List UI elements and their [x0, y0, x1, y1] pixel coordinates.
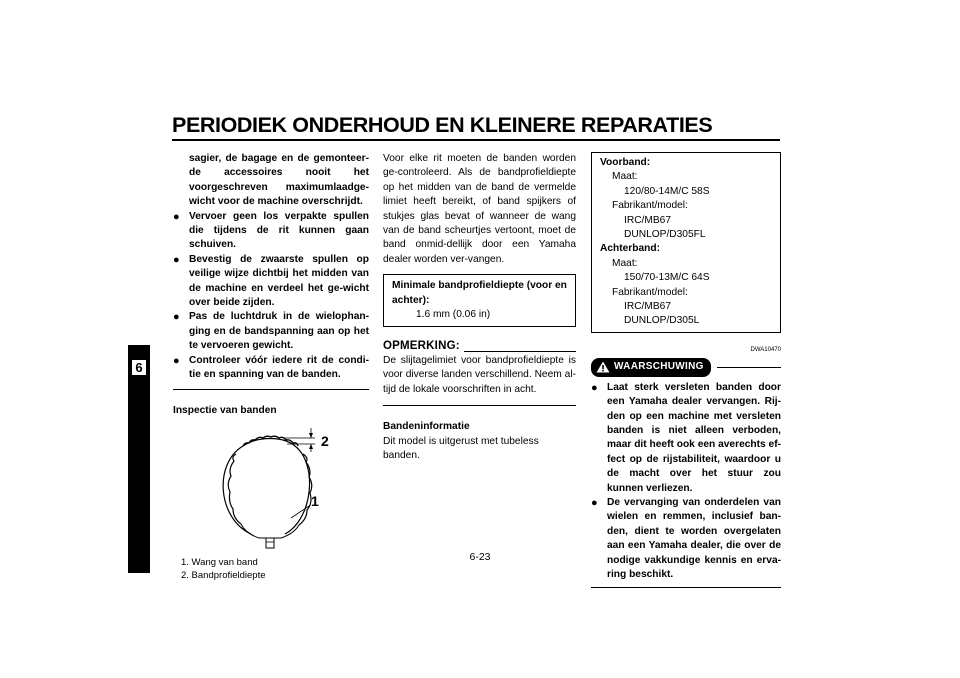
- warning-triangle-icon: [596, 361, 610, 373]
- bullet-dot-icon: ●: [173, 253, 180, 266]
- front-model: DUNLOP/D305FL: [624, 229, 706, 241]
- note-end-rule: [383, 405, 576, 406]
- subheading: Bandeninformatie: [383, 421, 470, 433]
- bullet-item: ● Pas de luchtdruk in de wielophan-ging en de bandspanning aan op het te vervoeren gewicht.: [173, 311, 369, 352]
- subtext: Dit model is uitgerust met tubeless banden.: [383, 435, 539, 461]
- bullet-dot-icon: ●: [173, 210, 180, 223]
- warning-bullet: ● Laat sterk versleten banden door een Yamaha dealer vervangen. Rij-den op een machine met versleten banden is niet alleen verboden, maar dit heeft ook een averechts ef-fect op de rijstabiliteit, waardoor u de macht over het stuur zou kunnen verliezen.: [591, 381, 781, 494]
- note-label: OPMERKING:: [383, 340, 460, 353]
- front-size-label: Maat:: [612, 171, 638, 183]
- warning-code: DWA10470: [750, 346, 781, 353]
- rear-size-label: Maat:: [612, 257, 638, 269]
- chapter-number: 6: [132, 360, 146, 375]
- page-title: PERIODIEK ONDERHOUD EN KLEINERE REPARATIES: [172, 113, 713, 137]
- tire-diagram: [173, 424, 369, 554]
- bullet-dot-icon: ●: [591, 381, 598, 394]
- inspection-paragraph: Voor elke rit moeten de banden worden ge-controleerd. Als de bandprofieldiepte op het midden van de band de vermelde limiet heeft bereikt, of band spijkers of stukjes glas bevat of wanneer de wang van de band scheurtjes vertoont, moet de band onmid-dellijk door een Yamaha dealer worden ver-vangen.: [383, 153, 576, 265]
- warning-end-rule: [591, 587, 781, 588]
- rear-tire-label: Achterband:: [600, 243, 660, 255]
- rear-maker-label: Fabrikant/model:: [612, 286, 688, 298]
- warning-header: [591, 358, 781, 376]
- tire-spec-box: [591, 152, 781, 333]
- column-1: [173, 152, 369, 582]
- note-text: De slijtagelimiet voor bandprofieldiepte is voor diverse landen verschillend. Neem al-tijd de lokale voorschriften in acht.: [383, 354, 576, 395]
- rear-size: 150/70-13M/C 64S: [624, 272, 710, 284]
- front-model: IRC/MB67: [624, 214, 671, 226]
- rear-model: DUNLOP/D305L: [624, 315, 700, 327]
- column-3: [591, 152, 781, 588]
- section-end-rule: [173, 389, 369, 390]
- intro-text: sagier, de bagage en de gemonteer-de accessoires nooit het voorgeschreven maximumlaadge-wicht voor de machine overschrijdt.: [189, 153, 369, 208]
- warning-badge: [591, 358, 711, 376]
- note-header: [383, 339, 576, 353]
- section-heading: Inspectie van banden: [173, 404, 277, 416]
- bullet-dot-icon: ●: [173, 311, 180, 324]
- chapter-tab: [128, 345, 150, 573]
- figure-caption: 2. Bandprofieldiepte: [181, 569, 266, 581]
- warning-label: WAARSCHUWING: [614, 361, 704, 373]
- note-header-line: [464, 351, 576, 352]
- bullet-dot-icon: ●: [591, 496, 598, 509]
- spec-box: [383, 274, 576, 327]
- spec-value: 1.6 mm (0.06 in): [416, 309, 491, 321]
- callout-1: 1: [311, 492, 319, 509]
- front-tire-label: Voorband:: [600, 157, 651, 168]
- bullet-item: ● Controleer vóór iedere rit de condi-tie en spanning van de banden.: [173, 354, 369, 381]
- warning-bullet: ● De vervanging van onderdelen van wielen en remmen, inclusief ban-den, dient te worden overgelaten aan een Yamaha dealer, die over de nodige vakkundige kennis en erva-ring beschikt.: [591, 496, 781, 580]
- front-size: 120/80-14M/C 58S: [624, 185, 710, 197]
- bullet-dot-icon: ●: [173, 354, 180, 367]
- rear-model: IRC/MB67: [624, 301, 671, 313]
- title-rule: [172, 139, 780, 141]
- figure-caption: 1. Wang van band: [181, 556, 258, 568]
- bullet-item: ● Vervoer geen los verpakte spullen die tijdens de rit kunnen gaan schuiven.: [173, 210, 369, 251]
- page-number: 6-23: [469, 551, 491, 563]
- front-maker-label: Fabrikant/model:: [612, 200, 688, 212]
- warning-header-line: [717, 367, 781, 368]
- bullet-item: ● Bevestig de zwaarste spullen op veilige wijze dichtbij het midden van de machine en verdeel het ge-wicht over beide zijden.: [173, 253, 369, 309]
- column-2: [383, 152, 576, 463]
- callout-2: 2: [321, 432, 329, 449]
- spec-label: Minimale bandprofieldiepte (voor en achter):: [392, 280, 567, 306]
